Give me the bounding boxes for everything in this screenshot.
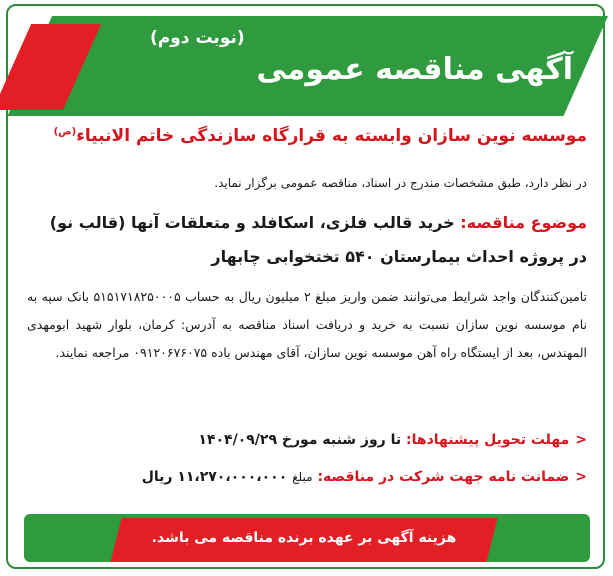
deadline-text: تا روز شنبه مورخ ۱۴۰۴/۰۹/۲۹: [198, 432, 402, 448]
footer-text: هزینه آگهی بر عهده برنده مناقصه می باشد.: [151, 530, 457, 546]
deadline: [27, 432, 587, 448]
organization-name: [27, 126, 587, 146]
round-label: (نوبت دوم): [150, 28, 245, 48]
guarantee-amount: ۱۱،۲۷۰،۰۰۰،۰۰۰ ریال: [141, 469, 288, 485]
subject: [27, 206, 587, 274]
guarantee: [27, 469, 587, 485]
ad-title: آگهی مناقصه عمومی: [256, 52, 573, 87]
chevron-left-icon: <: [575, 432, 587, 448]
body-text: تامین‌کنندگان واجد شرایط می‌توانند ضمن واریز مبلغ ۲ میلیون ریال به حساب ۵۱۵۱۷۱۸۲۵۰۰۰۵ بانک سپه به نام موسسه نوین سازان نسبت به خرید و دریافت اسناد مناقصه به آدرس: کرمان، بلوار شهید ابومهدی المهندس، بعد از ایستگاه راه آهن موسسه نوین سازان، آقای مهندس باده ۰۹۱۲۰۶۷۶۰۷۵ مراجعه نمایند.: [27, 289, 587, 360]
guarantee-label: ضمانت نامه جهت شرکت در مناقصه:: [317, 469, 570, 485]
organization-text: موسسه نوین سازان وابسته به قرارگاه سازندگی خاتم الانبیاء: [76, 126, 587, 146]
guarantee-prefix: مبلغ: [292, 470, 313, 484]
deadline-label: مهلت تحویل پیشنهادها:: [406, 432, 570, 448]
chevron-left-icon: <: [575, 469, 587, 485]
intro-text: در نظر دارد، طبق مشخصات مندرج در اسناد، مناقصه عمومی برگزار نماید.: [214, 176, 587, 190]
subject-label: موضوع مناقصه:: [460, 213, 587, 232]
subject-text: خرید قالب فلزی، اسکافلد و متعلقات آنها (قالب نو) در پروژه احداث بیمارستان ۵۴۰ تختخوابی چابهار: [49, 213, 587, 266]
organization-honorific: (ص): [53, 126, 77, 138]
